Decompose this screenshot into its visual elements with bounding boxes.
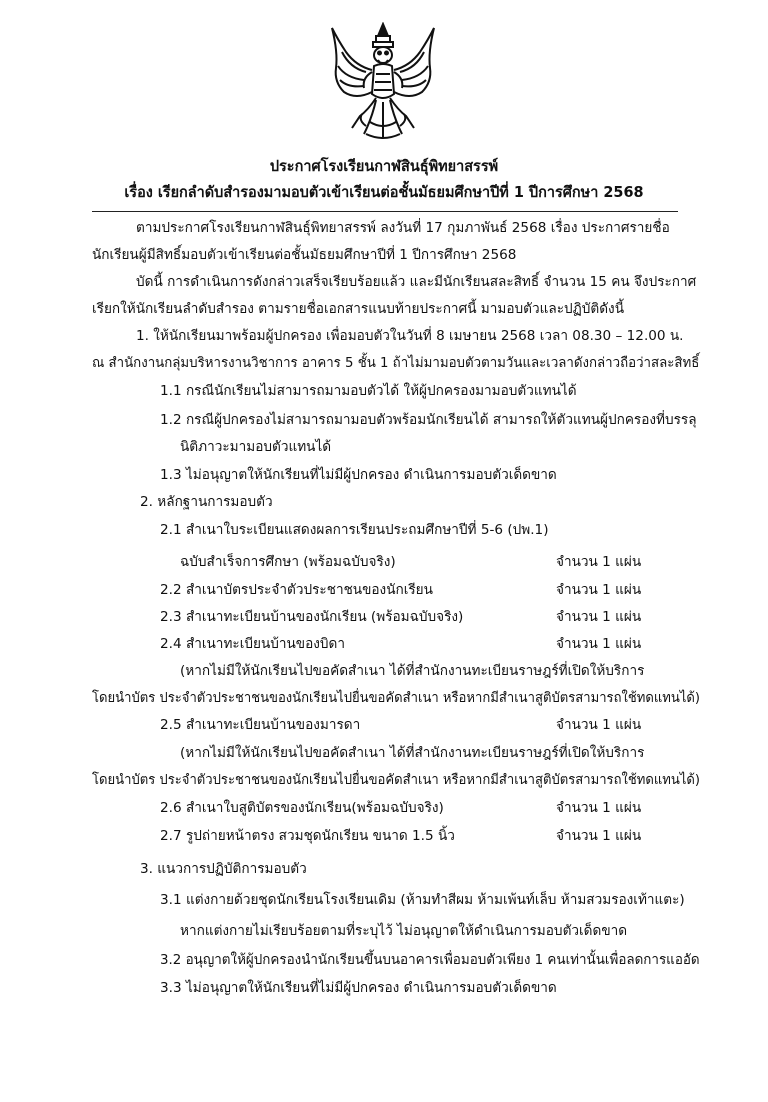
item-3-2: 3.2 อนุญาตให้ผู้ปกครองนำนักเรียนขึ้นบนอาคารเพื่อมอบตัวเพียง 1 คนเท่านั้นเพื่อลดการแออัด: [160, 952, 700, 968]
item-2-7: 2.7 รูปถ่ายหน้าตรง สวมชุดนักเรียน ขนาด 1.5 นิ้ว: [160, 828, 455, 844]
section1-line1: 1. ให้นักเรียนมาพร้อมผู้ปกครอง เพื่อมอบตัวในวันที่ 8 เมษายน 2568 เวลา 08.30 – 12.00 น.: [136, 328, 684, 344]
item-2-6: 2.6 สำเนาใบสูติบัตรของนักเรียน(พร้อมฉบับจริง): [160, 800, 444, 816]
intro-p1-line2: นักเรียนผู้มีสิทธิ์มอบตัวเข้าเรียนต่อชั้นมัธยมศึกษาปีที่ 1 ปีการศึกษา 2568: [92, 247, 517, 263]
item-2-5-note-line1: (หากไม่มีให้นักเรียนไปขอคัดสำเนา ได้ที่สำนักงานทะเบียนราษฎร์ที่เปิดให้บริการ: [180, 745, 645, 761]
item-2-4-note-line1: (หากไม่มีให้นักเรียนไปขอคัดสำเนา ได้ที่สำนักงานทะเบียนราษฎร์ที่เปิดให้บริการ: [180, 663, 645, 679]
item-3-1: 3.1 แต่งกายด้วยชุดนักเรียนโรงเรียนเดิม (ห้ามทำสีผม ห้ามเพ้นท์เล็บ ห้ามสวมรองเท้าแตะ): [160, 892, 685, 908]
item-2-5: 2.5 สำเนาทะเบียนบ้านของมารดา: [160, 717, 361, 733]
item-1-2-line1: 1.2 กรณีผู้ปกครองไม่สามารถมามอบตัวพร้อมนักเรียนได้ สามารถให้ตัวแทนผู้ปกครองที่บรรลุ: [160, 412, 697, 428]
intro-p2-line2: เรียกให้นักเรียนลำดับสำรอง ตามรายชื่อเอกสารแนบท้ายประกาศนี้ มามอบตัวและปฏิบัติดังนี้: [92, 301, 624, 317]
item-2-5-quantity: จำนวน 1 แผ่น: [556, 717, 642, 733]
item-1-2-line2: นิติภาวะมามอบตัวแทนได้: [180, 439, 332, 455]
item-2-5-note-line2: โดยนำบัตร ประจำตัวประชาชนของนักเรียนไปยื่นขอคัดสำเนา หรือหากมีสำเนาสูติบัตรสามารถใช้ทดแทนได้): [92, 772, 701, 788]
intro-p1-line1: ตามประกาศโรงเรียนกาฬสินธุ์พิทยาสรรพ์ ลงวันที่ 17 กุมภาพันธ์ 2568 เรื่อง ประกาศรายชื่อ: [136, 220, 670, 236]
item-2-2-quantity: จำนวน 1 แผ่น: [556, 582, 642, 598]
item-3-1-line2: หากแต่งกายไม่เรียบร้อยตามที่ระบุไว้ ไม่อนุญาตให้ดำเนินการมอบตัวเด็ดขาด: [180, 923, 628, 939]
item-1-3: 1.3 ไม่อนุญาตให้นักเรียนที่ไม่มีผู้ปกครอง ดำเนินการมอบตัวเด็ดขาด: [160, 467, 557, 483]
item-2-1-quantity: จำนวน 1 แผ่น: [556, 554, 642, 570]
item-2-4: 2.4 สำเนาทะเบียนบ้านของบิดา: [160, 636, 345, 652]
item-2-1-line2: ฉบับสำเร็จการศึกษา (พร้อมฉบับจริง): [180, 554, 396, 570]
item-2-2: 2.2 สำเนาบัตรประจำตัวประชาชนของนักเรียน: [160, 582, 433, 598]
item-2-4-note-line2: โดยนำบัตร ประจำตัวประชาชนของนักเรียนไปยื่นขอคัดสำเนา หรือหากมีสำเนาสูติบัตรสามารถใช้ทดแทนได้): [92, 690, 701, 706]
item-2-6-quantity: จำนวน 1 แผ่น: [556, 800, 642, 816]
garuda-emblem-icon: [326, 22, 440, 142]
item-2-7-quantity: จำนวน 1 แผ่น: [556, 828, 642, 844]
item-3-3: 3.3 ไม่อนุญาตให้นักเรียนที่ไม่มีผู้ปกครอง ดำเนินการมอบตัวเด็ดขาด: [160, 980, 557, 996]
intro-p2-line1: บัดนี้ การดำเนินการดังกล่าวเสร็จเรียบร้อยแล้ว และมีนักเรียนสละสิทธิ์ จำนวน 15 คน จึงประกาศ: [136, 274, 697, 290]
section2-heading: 2. หลักฐานการมอบตัว: [140, 494, 273, 510]
announcement-title: ประกาศโรงเรียนกาฬสินธุ์พิทยาสรรพ์: [269, 157, 499, 175]
item-2-4-quantity: จำนวน 1 แผ่น: [556, 636, 642, 652]
section1-line2: ณ สำนักงานกลุ่มบริหารงานวิชาการ อาคาร 5 ชั้น 1 ถ้าไม่มามอบตัวตามวันและเวลาดังกล่าวถือว่าสละสิทธิ์: [92, 355, 700, 371]
item-1-1: 1.1 กรณีนักเรียนไม่สามารถมามอบตัวได้ ให้ผู้ปกครองมามอบตัวแทนได้: [160, 383, 577, 399]
title-divider: [92, 211, 678, 212]
item-2-1-line1: 2.1 สำเนาใบระเบียนแสดงผลการเรียนประถมศึกษาปีที่ 5-6 (ปพ.1): [160, 522, 549, 538]
section3-heading: 3. แนวการปฏิบัติการมอบตัว: [140, 861, 307, 877]
announcement-subject: เรื่อง เรียกลำดับสำรองมามอบตัวเข้าเรียนต่อชั้นมัธยมศึกษาปีที่ 1 ปีการศึกษา 2568: [124, 183, 644, 201]
item-2-3: 2.3 สำเนาทะเบียนบ้านของนักเรียน (พร้อมฉบับจริง): [160, 609, 464, 625]
item-2-3-quantity: จำนวน 1 แผ่น: [556, 609, 642, 625]
